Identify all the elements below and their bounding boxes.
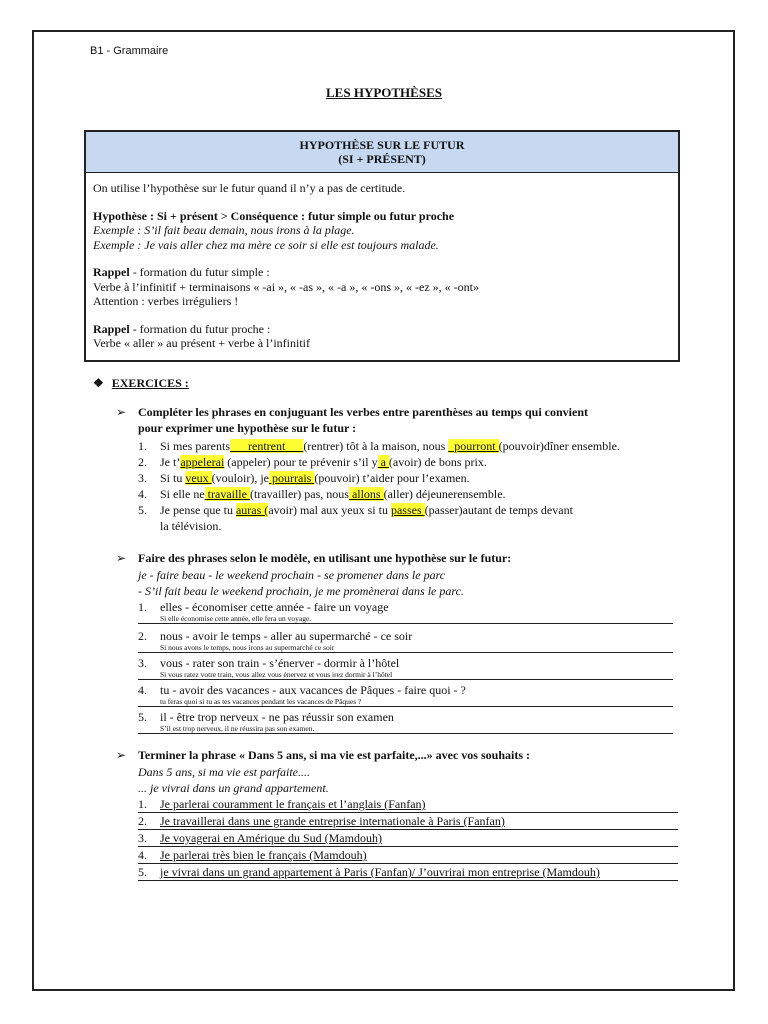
rule-box-header [86,132,678,173]
item-prompt: il - être trop nerveux - ne pas réussir son examen [160,710,394,724]
model-line: - S’il fait beau le weekend prochain, je me promènerai dans le parc. [138,584,464,598]
item-number: 1. [138,600,147,614]
list-item [138,847,678,864]
exercises-label: EXERCICES : [111,376,189,390]
item-prompt: elles - économiser cette année - faire un voyage [160,600,389,614]
answer-highlight: veux [185,471,212,485]
item-number: 5. [138,865,147,879]
rule-box-subtitle: (SI + PRÉSENT) [338,152,426,166]
rappel-line: Attention : verbes irréguliers ! [93,294,239,308]
item-number: 4. [138,487,147,501]
item-number: 5. [138,710,147,724]
item-text: (avoir) de bons prix. [388,455,487,469]
item-text: (passer)autant de temps devant [424,503,573,517]
item-text: la télévision. [160,519,222,533]
exercise-2-item [138,656,673,680]
exercise-3-instruction [116,747,676,763]
item-number: 1. [138,797,147,811]
item-text: Je voyagerai en Amérique du Sud (Mamdouh) [160,831,382,845]
item-number: 2. [138,455,147,469]
page-title: LES HYPOTHÈSES [326,85,442,100]
item-prompt: tu - avoir des vacances - aux vacances de Pâques - faire quoi - ? [160,683,466,697]
item-answer: Si vous ratez votre train, vous allez vous énervez et vous irez dormir à l’hôtel [160,670,393,679]
item-text: Si elle ne [160,487,205,501]
item-text: (vouloir), je [211,471,269,485]
diamond-bullet-icon: ❖ [93,376,104,390]
rule-box-title: HYPOTHÈSE SUR LE FUTUR [299,138,465,152]
item-prompt: nous - avoir le temps - aller au supermarché - ce soir [160,629,413,643]
list-item [138,864,678,881]
item-text: Si mes parents [160,439,230,453]
exercise-3-model [138,764,329,796]
answer-highlight: allons [348,487,384,501]
rappel-title: - formation du futur simple : [129,265,270,279]
rule-box [84,130,680,362]
item-number: 3. [138,831,147,845]
item-number: 4. [138,848,147,862]
rappel-line: Verbe « aller » au présent + verbe à l’infinitif [93,336,311,350]
arrow-bullet-icon: ➢ [116,551,127,565]
answer-highlight: pourrais [269,471,315,485]
item-text: avoir) mal aux yeux si tu [268,503,391,517]
rappel-futur-proche [93,322,671,337]
rule-box-body [86,173,678,351]
answer-highlight: auras ( [235,503,269,517]
item-number: 3. [138,656,147,670]
rappel-line: Verbe à l’infinitif + terminaisons « -ai », « -as », « -a », « -ons », « -ez », « -ont» [93,279,480,294]
answer-highlight: a [377,455,389,469]
rappel-futur-simple [93,265,671,280]
list-item [138,486,678,502]
answer-highlight: _pourront [448,439,499,453]
arrow-bullet-icon: ➢ [116,405,127,419]
item-text: (travailler) pas, nous [249,487,349,501]
exercise-2-model [138,567,464,599]
item-answer: Si elle économise cette année, elle fera un voyage. [160,614,312,623]
exercise-2-instruction [116,550,676,566]
model-line: ... je vivrai dans un grand appartement. [138,781,329,795]
intro-text: On utilise l’hypothèse sur le futur quand il n’y a pas de certitude. [93,181,406,195]
arrow-bullet-icon: ➢ [116,748,127,762]
item-number: 1. [138,439,147,453]
item-text: je vivrai dans un grand appartement à Paris (Fanfan)/ J’ouvrirai mon entreprise (Mamdouh) [160,865,600,879]
item-text: (rentrer) tôt à la maison, nous [303,439,449,453]
instruction-line: Terminer la phrase « Dans 5 ans, si ma vie est parfaite,...» avec vos souhaits : [138,748,530,762]
item-text: (appeler) pour te prévenir s’il y [224,455,378,469]
example-2: Exemple : Je vais aller chez ma mère ce soir si elle est toujours malade. [93,237,439,252]
exercise-3-list [138,796,678,881]
exercise-2-item [138,710,673,734]
item-number: 5. [138,503,147,517]
exercise-2-item [138,600,673,624]
model-line: je - faire beau - le weekend prochain - se promener dans le parc [138,568,446,582]
list-item [138,470,678,486]
list-item [138,796,678,813]
list-item [138,454,678,470]
item-number: 3. [138,471,147,485]
item-number: 4. [138,683,147,697]
list-item [138,438,678,454]
item-text: Si tu [160,471,186,485]
list-item [138,502,678,518]
item-text: (pouvoir) t’aider pour l’examen. [314,471,470,485]
item-prompt: vous - rater son train - s’énerver - dormir à l’hôtel [160,656,400,670]
exercises-heading [93,376,189,391]
list-item-continuation [138,518,678,534]
item-text: Je pense que tu [160,503,236,517]
item-answer: Si nous avons le temps, nous irons au supermarché ce soir [160,643,335,652]
example-1: Exemple : S’il fait beau demain, nous irons à la plage. [93,223,355,237]
item-answer: tu feras quoi si tu as tes vacances pendant les vacances de Pâques ? [160,697,362,706]
item-number: 2. [138,629,147,643]
instruction-line: pour exprimer une hypothèse sur le futur : [138,421,357,435]
model-line: Dans 5 ans, si ma vie est parfaite.... [138,765,310,779]
instruction-line: Faire des phrases selon le modèle, en utilisant une hypothèse sur le futur: [138,551,512,565]
rappel-title: - formation du futur proche : [129,321,271,336]
exercise-1-instruction [116,404,676,436]
exercise-1-list [138,438,678,534]
instruction-line: Compléter les phrases en conjuguant les verbes entre parenthèses au temps qui convient [138,405,588,419]
header-label: B1 - Grammaire [90,45,169,57]
item-number: 2. [138,814,147,828]
exercise-2-item [138,683,673,707]
answer-highlight: appelerai [180,455,225,469]
item-answer: S’il est trop nerveux, il ne réussira pas son examen. [160,724,315,733]
item-text: Je parlerai très bien le français (Mamdouh) [160,848,367,862]
rule-text: Hypothèse : Si + présent > Conséquence : futur simple ou futur proche [93,208,455,223]
rappel-label: Rappel [93,321,130,336]
item-text: Je travaillerai dans une grande entreprise internationale à Paris (Fanfan) [160,814,505,828]
rappel-label: Rappel [93,265,130,279]
answer-highlight: ___rentrent___ [230,439,304,453]
item-text: (aller) déjeunerensemble. [383,487,506,501]
item-text: Je parlerai couramment le français et l’anglais (Fanfan) [160,797,426,811]
answer-highlight: passes [390,503,425,517]
item-text: (pouvoir)dîner ensemble. [498,439,620,453]
item-text: Je t’ [160,455,181,469]
exercise-2-item [138,629,673,653]
answer-highlight: travaille [204,487,250,501]
list-item [138,830,678,847]
list-item [138,813,678,830]
